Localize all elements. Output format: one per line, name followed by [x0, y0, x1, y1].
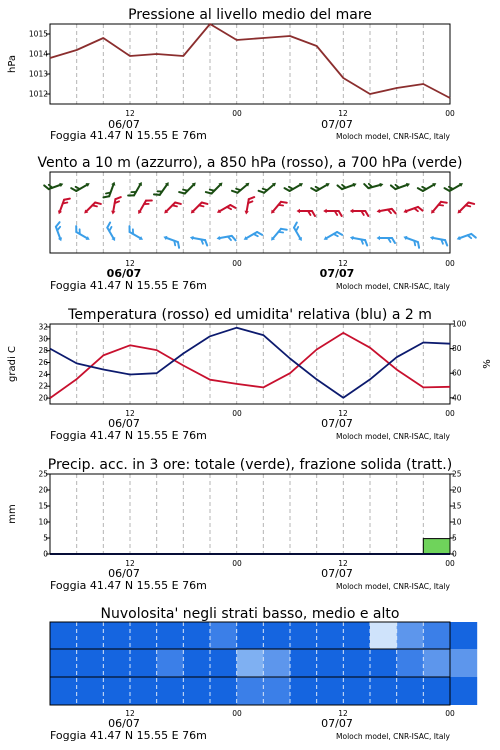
humidity-y-tick-label: 80	[452, 344, 462, 354]
cloud-cell-alto	[130, 622, 157, 649]
cloud-x-ticks	[125, 709, 455, 718]
pressure-x-tick: 12	[125, 109, 135, 118]
temperature-ylabel: gradi C	[7, 346, 18, 382]
wind-barb-700-hpa	[337, 179, 357, 192]
wind-barb-700-hpa	[232, 179, 251, 196]
cloud-date-label: 07/07	[321, 717, 353, 730]
precip-date-label: 07/07	[321, 567, 353, 580]
wind-barb-850-hpa	[297, 209, 316, 216]
panel-wind	[37, 155, 475, 292]
cloud-cell-medio	[290, 649, 317, 677]
cloud-cell-basso	[210, 677, 237, 705]
cloud-cell-alto	[423, 622, 450, 649]
cloud-cell-alto	[50, 622, 77, 649]
precip-y2-tick-label: 0	[452, 549, 457, 559]
cloud-cell-basso	[103, 677, 130, 705]
wind-barb-850-hpa	[456, 199, 474, 217]
precip-date-label: 06/07	[108, 567, 140, 580]
wind-grid	[77, 172, 424, 253]
cloud-cell-basso	[130, 677, 157, 705]
wind-barb-10-m	[243, 229, 263, 244]
precip-title: Precip. acc. in 3 ore: totale (verde), frazione solida (tratt.)	[47, 457, 453, 473]
temperature-grid	[77, 324, 424, 404]
temperature-date-label: 07/07	[321, 417, 353, 430]
cloud-cell-alto	[183, 622, 210, 649]
wind-barb-850-hpa	[83, 199, 101, 217]
wind-barb-850-hpa	[136, 197, 151, 217]
pressure-date-label: 06/07	[108, 118, 140, 131]
wind-barb-700-hpa	[71, 179, 91, 194]
cloud-cell-medio	[157, 649, 184, 677]
wind-barb-850-hpa	[376, 206, 395, 216]
wind-barb-10-m	[291, 223, 306, 243]
temperature-x-tick: 12	[125, 409, 135, 418]
precip-y2-tick-label: 15	[452, 501, 462, 511]
cloud-cell-alto	[77, 622, 104, 649]
pressure-y-ticks	[29, 30, 50, 99]
temperature-y-tick-label: 22	[38, 381, 48, 391]
wind-barb-700-hpa	[364, 179, 384, 191]
pressure-x-tick: 00	[445, 109, 455, 118]
pressure-y-tick-label: 1015	[28, 29, 48, 39]
wind-barb-10-m	[162, 235, 182, 248]
cloud-cell-basso	[157, 677, 184, 705]
wind-barb-10-m	[402, 235, 422, 248]
cloud-cell-alto	[370, 622, 397, 649]
wind-location: Foggia 41.47 N 15.55 E 76m	[50, 279, 207, 292]
wind-date-label: 06/07	[106, 267, 142, 280]
wind-barb-850-hpa	[216, 202, 236, 217]
wind-barb-700-hpa	[206, 179, 224, 197]
temperature-credit: Moloch model, CNR-ISAC, Italy	[336, 432, 450, 441]
precip-y-tick-label: 20	[38, 485, 48, 495]
wind-barb-10-m	[73, 226, 93, 241]
panel-pressure	[7, 7, 455, 142]
wind-barb-10-m	[323, 229, 343, 244]
cloud-cell-alto	[157, 622, 184, 649]
cloud-cell-basso	[237, 677, 264, 705]
temperature-y-tick-label: 28	[38, 346, 48, 356]
panel-cloud	[50, 606, 477, 742]
cloud-cell-alto	[263, 622, 290, 649]
wind-barb-700-hpa	[179, 179, 197, 197]
wind-barb-700-hpa	[445, 179, 465, 194]
precip-y-tick-label: 10	[38, 517, 48, 527]
cloud-cell-medio	[210, 649, 237, 677]
cloud-cell-alto	[290, 622, 317, 649]
cloud-cell-basso	[397, 677, 424, 705]
cloud-cell-medio	[397, 649, 424, 677]
humidity-line	[50, 328, 450, 398]
cloud-credit: Moloch model, CNR-ISAC, Italy	[336, 732, 450, 741]
cloud-cell-basso	[343, 677, 370, 705]
wind-barb-10-m	[104, 223, 119, 243]
cloud-cell-alto	[450, 622, 477, 649]
temperature-x-ticks	[125, 409, 455, 418]
precip-x-ticks	[125, 559, 455, 568]
pressure-plot-frame	[50, 24, 450, 104]
cloud-cell-basso	[450, 677, 477, 705]
temperature-y-tick-label: 30	[38, 334, 48, 344]
pressure-credit: Moloch model, CNR-ISAC, Italy	[336, 132, 450, 141]
cloud-cell-medio	[237, 649, 264, 677]
wind-x-tick: 00	[445, 259, 455, 268]
wind-x-tick: 00	[232, 259, 242, 268]
cloud-x-tick: 00	[445, 709, 455, 718]
cloud-cell-medio	[183, 649, 210, 677]
pressure-date-label: 07/07	[321, 118, 353, 131]
precip-bars	[423, 539, 450, 554]
cloud-cell-alto	[397, 622, 424, 649]
cloud-x-tick: 12	[125, 709, 135, 718]
wind-barb-700-hpa	[391, 179, 411, 192]
panel-temperature	[7, 307, 493, 442]
precip-bar	[423, 539, 450, 554]
cloud-cell-basso	[77, 677, 104, 705]
wind-barb-850-hpa	[189, 199, 207, 217]
cloud-cell-medio	[450, 649, 477, 677]
cloud-cell-basso	[290, 677, 317, 705]
wind-barb-10-m	[429, 235, 448, 245]
humidity-ylabel: %	[482, 359, 493, 369]
panel-precipitation	[7, 457, 462, 592]
cloud-cell-basso	[50, 677, 77, 705]
pressure-location: Foggia 41.47 N 15.55 E 76m	[50, 129, 207, 142]
temperature-series	[50, 328, 450, 398]
humidity-y-tick-label: 100	[452, 319, 467, 329]
cloud-cell-medio	[77, 649, 104, 677]
precip-x-tick: 12	[338, 559, 348, 568]
wind-credit: Moloch model, CNR-ISAC, Italy	[336, 282, 450, 291]
pressure-y-tick-label: 1013	[28, 69, 48, 79]
cloud-cell-medio	[263, 649, 290, 677]
pressure-x-tick: 12	[338, 109, 348, 118]
temperature-y-tick-label: 24	[38, 369, 48, 379]
temperature-date-label: 06/07	[108, 417, 140, 430]
cloud-cell-basso	[370, 677, 397, 705]
cloud-cell-basso	[423, 677, 450, 705]
temperature-y-tick-label: 26	[38, 358, 48, 368]
cloud-cell-medio	[317, 649, 344, 677]
precip-y2-tick-label: 10	[452, 517, 462, 527]
humidity-y-ticks	[450, 320, 467, 403]
precip-y2-tick-label: 25	[452, 469, 462, 479]
wind-barbs	[44, 179, 476, 248]
wind-barb-10-m	[53, 222, 66, 242]
wind-barb-850-hpa	[57, 196, 70, 216]
precip-location: Foggia 41.47 N 15.55 E 76m	[50, 579, 207, 592]
wind-barb-10-m	[456, 231, 476, 244]
temperature-x-tick: 12	[338, 409, 348, 418]
wind-barb-700-hpa	[418, 179, 438, 194]
cloud-location: Foggia 41.47 N 15.55 E 76m	[50, 729, 207, 742]
wind-barb-700-hpa	[103, 180, 116, 200]
wind-barb-850-hpa	[244, 196, 254, 215]
precip-y-tick-label: 25	[38, 469, 48, 479]
wind-x-ticks	[125, 259, 455, 268]
pressure-y-tick-label: 1012	[28, 89, 48, 99]
pressure-y-tick-label: 1014	[28, 49, 48, 59]
cloud-cell-basso	[317, 677, 344, 705]
cloud-cell-alto	[237, 622, 264, 649]
wind-barb-850-hpa	[269, 198, 286, 217]
precip-x-tick: 12	[125, 559, 135, 568]
precip-y-tick-label: 15	[38, 501, 48, 511]
wind-barb-700-hpa	[44, 179, 64, 192]
temperature-line	[50, 333, 450, 398]
cloud-cell-alto	[210, 622, 237, 649]
precip-y-tick-label: 0	[43, 549, 48, 559]
wind-barb-850-hpa	[403, 204, 423, 217]
pressure-ylabel: hPa	[7, 54, 18, 74]
cloud-cell-basso	[263, 677, 290, 705]
wind-barb-10-m	[349, 235, 368, 245]
wind-barb-850-hpa	[323, 209, 342, 216]
precip-y-tick-label: 5	[43, 533, 48, 543]
temperature-x-tick: 00	[445, 409, 455, 418]
wind-barb-700-hpa	[259, 179, 278, 196]
humidity-y-tick-label: 60	[452, 368, 462, 378]
precip-y2-tick-label: 5	[452, 533, 457, 543]
temperature-x-tick: 00	[232, 409, 242, 418]
cloud-cell-medio	[50, 649, 77, 677]
wind-barb-700-hpa	[311, 179, 331, 194]
temperature-title: Temperatura (rosso) ed umidita' relativa (blu) a 2 m	[68, 307, 432, 323]
cloud-cell-medio	[423, 649, 450, 677]
pressure-grid	[77, 24, 424, 104]
cloud-title: Nuvolosita' negli strati basso, medio e alto	[100, 606, 400, 622]
cloud-cell-basso	[183, 677, 210, 705]
cloud-cell-alto	[103, 622, 130, 649]
temperature-location: Foggia 41.47 N 15.55 E 76m	[50, 429, 207, 442]
pressure-line	[50, 24, 450, 98]
cloud-date-label: 06/07	[108, 717, 140, 730]
wind-barb-10-m	[269, 225, 286, 244]
wind-barb-10-m	[377, 236, 396, 243]
cloud-x-tick: 00	[232, 709, 242, 718]
precip-x-tick: 00	[232, 559, 242, 568]
precip-credit: Moloch model, CNR-ISAC, Italy	[336, 582, 450, 591]
cloud-cell-medio	[343, 649, 370, 677]
wind-barb-10-m	[126, 226, 146, 241]
cloud-cell-medio	[103, 649, 130, 677]
wind-x-tick: 12	[125, 259, 135, 268]
cloud-cell-alto	[343, 622, 370, 649]
precip-y2-tick-label: 20	[452, 485, 462, 495]
wind-barb-850-hpa	[429, 198, 446, 217]
temperature-y-tick-label: 32	[38, 322, 48, 332]
temperature-y-ticks	[38, 322, 50, 402]
precip-plot-frame	[50, 474, 450, 554]
cloud-x-tick: 12	[338, 709, 348, 718]
wind-barb-850-hpa	[163, 199, 181, 217]
wind-barb-850-hpa	[111, 196, 121, 215]
cloud-cell-alto	[317, 622, 344, 649]
wind-title: Vento a 10 m (azzurro), a 850 hPa (rosso), a 700 hPa (verde)	[37, 155, 463, 171]
pressure-series	[50, 24, 450, 98]
cloud-cell-medio	[130, 649, 157, 677]
wind-barb-10-m	[189, 235, 208, 245]
wind-barb-10-m	[216, 233, 235, 243]
precip-ylabel: mm	[7, 504, 18, 524]
pressure-title: Pressione al livello medio del mare	[128, 7, 372, 23]
wind-barb-700-hpa	[285, 179, 305, 194]
precip-y-ticks	[38, 470, 461, 559]
pressure-x-tick: 00	[232, 109, 242, 118]
precip-grid	[77, 474, 424, 554]
wind-x-tick: 12	[338, 259, 348, 268]
pressure-x-ticks	[125, 109, 455, 118]
cloud-cell-medio	[370, 649, 397, 677]
humidity-y-tick-label: 40	[452, 393, 462, 403]
wind-barb-850-hpa	[350, 209, 369, 216]
temperature-y-tick-label: 20	[38, 393, 48, 403]
wind-date-label: 07/07	[319, 267, 355, 280]
precip-x-tick: 00	[445, 559, 455, 568]
